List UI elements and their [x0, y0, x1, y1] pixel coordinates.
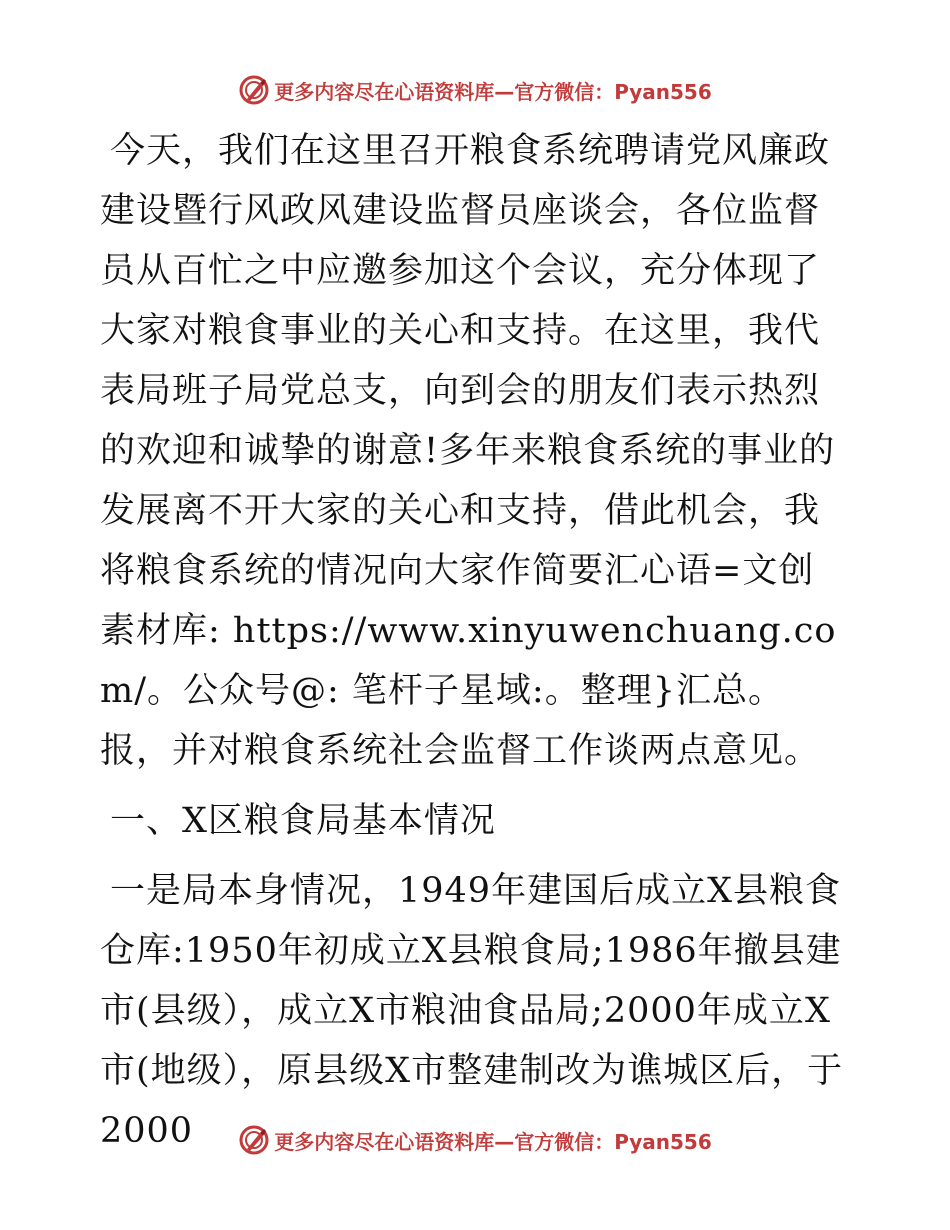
header-banner-text: 更多内容尽在心语资料库—官方微信：Pyan556	[274, 79, 712, 104]
pen-seal-logo-icon	[238, 1124, 270, 1156]
header-banner	[0, 72, 950, 108]
footer-banner	[0, 1122, 950, 1158]
paragraph-history: 一是局本身情况，1949年建国后成立X县粮食仓库:1950年初成立X县粮食局;1986年撤县建市(县级），成立X市粮油食品局;2000年成立X市(地级），原县级X市整建制改为谯城区后，于2000	[100, 871, 844, 1151]
document-body	[100, 121, 850, 1161]
footer-banner-text: 更多内容尽在心语资料库—官方微信：Pyan556	[274, 1129, 712, 1154]
pen-seal-logo-icon	[238, 74, 270, 106]
paragraph-intro: 今天，我们在这里召开粮食系统聘请党风廉政建设暨行风政风建设监督员座谈会，各位监督员从百忙之中应邀参加这个会议，充分体现了大家对粮食事业的关心和支持。在这里，我代表局班子局党总支，向到会的朋友们表示热烈的欢迎和诚挚的谢意!多年来粮食系统的事业的发展离不开大家的关心和支持，借此机会，我将粮食系统的情况向大家作简要汇心语=文创素材库: https://www.xinyuwenchuang.com/。公众号@: 笔杆子星域:。整理}汇总。报，并对粮食系统社会监督工作谈两点意见。	[100, 131, 837, 771]
section-heading: 一、X区粮食局基本情况	[110, 801, 496, 841]
